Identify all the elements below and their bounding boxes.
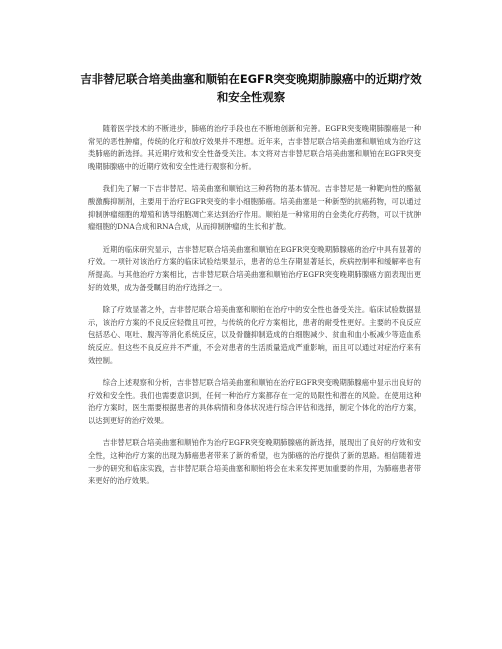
paragraph-summary: 综合上述观察和分析，吉非替尼联合培美曲塞和顺铂在治疗EGFR突变晚期肺腺癌中显示出良好的疗效和安全性。我们也需要意识到，任何一种治疗方案都存在一定的局限性和潜在的风险。在使用这种治疗方案时，医生需要根据患者的具体病情和身体状况进行综合评估和选择，制定个体化的治疗方案，以达到更好的治疗效果。 [88,378,421,425]
document-body [88,123,421,498]
paragraph-efficacy: 近期的临床研究显示，吉非替尼联合培美曲塞和顺铂在EGFR突变晚期肺腺癌的治疗中具有显著的疗效。一项针对该治疗方案的临床试验结果显示，患者的总生存期显著延长，疾病控制率和缓解率也有所提高。与其他治疗方案相比，吉非替尼联合培美曲塞和顺铂治疗EGFR突变晚期肺腺癌方面表现出更好的效果，成为备受瞩目的治疗选择之一。 [88,244,421,292]
document-title: 吉非替尼联合培美曲塞和顺铂在EGFR突变晚期肺腺癌中的近期疗效和安全性观察 [80,72,422,104]
paragraph-intro: 随着医学技术的不断进步，肺癌的治疗手段也在不断地创新和完善。EGFR突变晚期肺腺癌是一种常见的恶性肿瘤，传统的化疗和放疗效果并不理想。近年来，吉非替尼联合培美曲塞和顺铂成为治疗这类肺癌的新选择。其近期疗效和安全性备受关注。本文将对吉非替尼联合培美曲塞和顺铂在EGFR突变晚期肺腺癌中的近期疗效和安全性进行观察和分析。 [88,124,421,171]
paragraph-safety: 除了疗效显著之外，吉非替尼联合培美曲塞和顺铂在治疗中的安全性也备受关注。临床试验数据显示，该治疗方案的不良反应轻微且可控，与传统的化疗方案相比，患者的耐受性更好。主要的不良反应包括恶心、呕吐、腹泻等消化系统反应，以及骨髓抑制造成的白细胞减少、贫血和血小板减少等造血系统反应。但这些不良反应并不严重，不会对患者的生活质量造成严重影响，而且可以通过对症治疗来有效控制。 [88,305,421,365]
paragraph-conclusion: 吉非替尼联合培美曲塞和顺铂作为治疗EGFR突变晚期肺腺癌的新选择，展现出了良好的疗效和安全性，这种治疗方案的出现为肺癌患者带来了新的希望，也为肺癌的治疗提供了新的思路。相信随着进一步的研究和临床实践，吉非替尼联合培美曲塞和顺铂将会在未来发挥更加重要的作用，为肺癌患者带来更好的治疗效果。 [88,438,421,486]
paragraph-drug-overview: 我们先了解一下吉非替尼、培美曲塞和顺铂这三种药物的基本情况。吉非替尼是一种靶向性的酪氨酸激酶抑制剂，主要用于治疗EGFR突变的非小细胞肺癌。培美曲塞是一种新型的抗癌药物，可以通过抑制肿瘤细胞的增殖和诱导细胞凋亡来达到治疗作用。顺铂是一种常用的白金类化疗药物，可以干扰肿瘤细胞的DNA合成和RNA合成，从而抑制肿瘤的生长和扩散。 [88,184,421,232]
